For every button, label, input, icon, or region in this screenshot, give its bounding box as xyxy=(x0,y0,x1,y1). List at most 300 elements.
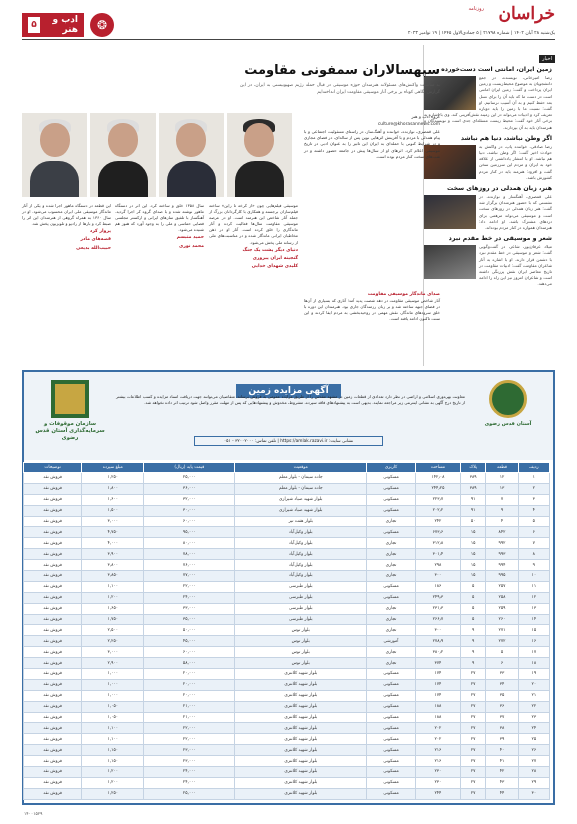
news-title: شعر و موسیقی در خط مقدم نبرد xyxy=(448,235,552,243)
table-cell: فروش نقد xyxy=(24,592,82,603)
table-cell: فروش نقد xyxy=(24,788,82,799)
table-cell: ۹ xyxy=(460,625,485,636)
table-cell: مسکونی xyxy=(367,669,416,680)
table-cell: ۱۷۴ xyxy=(415,669,460,680)
table-cell: ۲۷ xyxy=(460,701,485,712)
table-cell: ۵۸,۰۰۰ xyxy=(144,658,235,669)
table-cell: ۳۷ xyxy=(486,712,518,723)
table-cell: ۹ xyxy=(486,505,518,516)
table-cell: بلوار طبرسی xyxy=(235,592,367,603)
table-cell: ۱۸۸ xyxy=(415,712,460,723)
table-cell: ۱,۰۵۰ xyxy=(82,701,144,712)
table-cell: تجاری xyxy=(367,625,416,636)
table-row xyxy=(24,723,550,734)
table-column-header: ردیف xyxy=(518,463,549,473)
table-cell: ۲۹ xyxy=(518,777,549,788)
table-cell: فروش نقد xyxy=(24,690,82,701)
table-cell: ۲۹۸ xyxy=(415,560,460,571)
article-column xyxy=(209,203,298,270)
table-cell: مسکونی xyxy=(367,701,416,712)
table-cell: مسکونی xyxy=(367,777,416,788)
table-cell: ۸۰,۰۰۰ xyxy=(144,538,235,549)
table-cell: ۲۷۸٫۹ xyxy=(415,636,460,647)
table-cell: بلوار شهید کلانتری xyxy=(235,777,367,788)
table-cell: ۴,۰۰۰ xyxy=(82,538,144,549)
news-item xyxy=(424,64,555,133)
table-cell: ۱,۱۰۰ xyxy=(82,723,144,734)
table-cell: ۲۰,۰۰۰ xyxy=(144,690,235,701)
table-row xyxy=(24,712,550,723)
table-cell: ۱,۸۰۰ xyxy=(82,483,144,494)
auction-table xyxy=(23,462,550,800)
table-cell: ۱۵ xyxy=(460,560,485,571)
table-cell: ۲۷ xyxy=(460,679,485,690)
table-row xyxy=(24,658,550,669)
table-cell: ۶۰,۰۰۰ xyxy=(144,647,235,658)
table-cell: ۵ xyxy=(518,516,549,527)
table-cell: فروش نقد xyxy=(24,527,82,538)
table-cell: مسکونی xyxy=(367,788,416,799)
table-cell: فروش نقد xyxy=(24,723,82,734)
section-tab xyxy=(22,13,84,37)
table-cell: ۲۰۲ xyxy=(415,723,460,734)
table-cell: ۲۴,۰۰۰ xyxy=(144,592,235,603)
table-row xyxy=(24,647,550,658)
newspaper-brand: خراسان xyxy=(498,4,555,24)
land-auction-ad xyxy=(22,370,555,817)
table-cell: ۲۵,۰۰۰ xyxy=(144,473,235,484)
table-cell: تجاری xyxy=(367,560,416,571)
shrine-logo-icon xyxy=(489,380,527,418)
ad-header xyxy=(24,372,553,460)
byline-author: گروه ادب و هنر xyxy=(411,115,440,120)
table-cell: ۲۳,۰۰۰ xyxy=(144,745,235,756)
table-cell: ۲۷ xyxy=(460,723,485,734)
table-cell: ۱,۰۰۰ xyxy=(82,690,144,701)
table-cell: مسکونی xyxy=(367,494,416,505)
news-item xyxy=(424,233,555,289)
table-cell: ۱۷ xyxy=(518,647,549,658)
table-cell: ۳۸۰٫۲ xyxy=(415,647,460,658)
table-cell: ۳۰۰ xyxy=(415,625,460,636)
article-subhead: حمید متبسم xyxy=(176,235,204,241)
table-cell: ۱۵ xyxy=(460,549,485,560)
table-cell: ۱۹ xyxy=(518,669,549,680)
org-emblem-left xyxy=(30,380,110,442)
table-cell: ۳۰,۰۰۰ xyxy=(144,505,235,516)
table-cell: فروش نقد xyxy=(24,767,82,778)
table-cell: مسکونی xyxy=(367,592,416,603)
news-body: علی قمصری، آهنگساز و نوازنده، در نشستی که با حضور هنرمندان برگزار شد گفت: هنر زبان همدلی در روزهای سخت است و موسیقی می‌تواند مرهمی برای دردهای مشترک باشد. او ادامه داد: هنرمندان همواره در کنار مردم بوده‌اند. xyxy=(479,194,552,231)
table-row xyxy=(24,505,550,516)
table-cell: ۲۶ xyxy=(518,745,549,756)
byline xyxy=(304,115,440,129)
table-cell: ۲۲ xyxy=(518,701,549,712)
table-cell: فروش نقد xyxy=(24,473,82,484)
table-cell: ۱۴ xyxy=(518,614,549,625)
table-cell: ۳,۰۰۰ xyxy=(82,516,144,527)
table-column-header: توضیحات xyxy=(24,463,82,473)
table-cell: ۳۰۱٫۴ xyxy=(415,549,460,560)
news-title: اگر وطن نباشد، دنیا هم نباشد xyxy=(460,134,552,142)
ad-code: ۱۴۰۰۱۵۲۹ xyxy=(24,812,43,817)
table-cell: فروش نقد xyxy=(24,647,82,658)
table-cell: تجاری xyxy=(367,614,416,625)
table-cell: بلوار شهید کلانتری xyxy=(235,756,367,767)
news-title: زمین ایران، امانتی است دست‌خورده xyxy=(441,66,552,73)
table-cell: ۳۴ xyxy=(486,679,518,690)
section-logo-icon: ❂ xyxy=(90,13,114,37)
table-cell: فروش نقد xyxy=(24,571,82,582)
table-cell: ۶ xyxy=(486,658,518,669)
table-cell: ۳۲,۰۰۰ xyxy=(144,494,235,505)
table-cell: ۹ xyxy=(460,658,485,669)
table-cell: بلوار توس xyxy=(235,647,367,658)
table-row xyxy=(24,527,550,538)
table-cell: ۱۵ xyxy=(460,527,485,538)
table-cell: فروش نقد xyxy=(24,614,82,625)
table-cell: ۹۱ xyxy=(460,494,485,505)
table-cell: مسکونی xyxy=(367,505,416,516)
article-intro: علی قمصری، نوازنده، خواننده و آهنگ‌ساز، در راستای مسئولیت اجتماعی و با پیام همدلی با مردم و با آفرینش اثرهایی نوین پس از ساله‌ای، در فضای مجازی و در شرایط کنونی با حمله‌ای به ایران این تاثیر را به عنوان ادبی در تاریخ موسیقی اعلام کرد. اثرهای او از سال‌ها پیش در جامعه حضور داشته و در شب‌های سخت کنار مردم بوده است. xyxy=(304,129,440,159)
musician-portraits xyxy=(22,113,292,197)
news-body: رضا امیرخانی، نویسنده، در جمع دانشجویان به موضوع محیط‌زیست و زمین ایران پرداخت و گفت: زمین ایران امانتی است در دست ما که باید آن را برای نسل بعد حفظ کنیم و به آن آسیب نرسانیم. او گفت: نسبت ما با زمین را باید دوباره تعریف کرد و ادبیات می‌تواند در این زمینه نقش‌آفرینی کند. وی با اشاره به برخی آثار خود گفت: محیط زیست مسئله‌ای جدی است و نویسندگان و هنرمندان باید به آن بپردازند. xyxy=(424,75,552,130)
table-cell: ۲۵,۰۰۰ xyxy=(144,788,235,799)
table-cell: ۲۰۲ xyxy=(415,734,460,745)
table-cell: ۷ xyxy=(518,538,549,549)
table-cell: ۱۲ xyxy=(486,473,518,484)
table-cell: بلوار شهید کلانتری xyxy=(235,734,367,745)
sidebar-label: اخبار xyxy=(539,55,555,63)
table-cell: ۲۴۴٫۲۵ xyxy=(415,483,460,494)
article-column xyxy=(22,203,111,252)
foundation-logo-icon xyxy=(51,380,89,418)
table-header-row xyxy=(24,463,550,473)
table-cell: ۱۶ xyxy=(518,636,549,647)
table-cell: فروش نقد xyxy=(24,505,82,516)
table-cell: ۲۷ xyxy=(460,767,485,778)
table-cell: بلوار شهید کلانتری xyxy=(235,788,367,799)
table-cell: جاده سیمان - بلوار معلم xyxy=(235,483,367,494)
section-name: ادب و هنر xyxy=(52,15,78,35)
table-row xyxy=(24,745,550,756)
table-cell: ۲۲,۰۰۰ xyxy=(144,581,235,592)
table-cell: ۲۱ xyxy=(518,690,549,701)
table-cell: ۲۳ xyxy=(518,712,549,723)
article-subhead: پرواز کرد xyxy=(89,229,111,235)
table-cell: ۲۱,۰۰۰ xyxy=(144,712,235,723)
table-cell: فروش نقد xyxy=(24,745,82,756)
table-cell: ۱۵ xyxy=(460,538,485,549)
table-cell: ۳۵ xyxy=(486,690,518,701)
table-row xyxy=(24,701,550,712)
table-cell: تجاری xyxy=(367,549,416,560)
table-cell: بلوار شهید کلانتری xyxy=(235,669,367,680)
date-line: یک‌شنبه ۲۸ آبان ۱۴۰۲ | شماره ۲۱۷۹۸ | ۵ جمادی‌الاول ۱۴۴۵ | ۱۹ نوامبر ۲۰۲۳ xyxy=(407,31,555,36)
table-row xyxy=(24,756,550,767)
table-row xyxy=(24,614,550,625)
article-column xyxy=(115,203,204,250)
table-cell: ۱,۱۵۰ xyxy=(82,745,144,756)
table-cell: ۹ xyxy=(518,560,549,571)
table-cell: ۱,۱۵۰ xyxy=(82,756,144,767)
table-cell: فروش نقد xyxy=(24,777,82,788)
table-cell: ۲۲,۰۰۰ xyxy=(144,734,235,745)
table-cell: ۲۴۴ xyxy=(415,788,460,799)
table-cell: ۲۵۸ xyxy=(486,592,518,603)
table-column-header: قطعه xyxy=(486,463,518,473)
table-cell: ۱,۵۰۰ xyxy=(82,505,144,516)
table-cell: ۳۳,۰۰۰ xyxy=(144,603,235,614)
table-cell: بلوار توس xyxy=(235,636,367,647)
table-cell: ۲۳۰ xyxy=(415,767,460,778)
table-cell: ۹۹۴ xyxy=(486,560,518,571)
table-cell: فروش نقد xyxy=(24,483,82,494)
table-cell: ۲,۲۵۰ xyxy=(82,636,144,647)
table-cell: فروش نقد xyxy=(24,538,82,549)
table-cell: بلوار شهید کلانتری xyxy=(235,712,367,723)
table-cell: بلوار توس xyxy=(235,658,367,669)
table-cell: فروش نقد xyxy=(24,679,82,690)
table-cell: مسکونی xyxy=(367,734,416,745)
news-body: میلاد عرفان‌پور، شاعر، در گفت‌وگویی گفت: شعر و موسیقی در خط مقدم نبرد با دشمن قرار دارند. او با اشاره به آثار شاعران مقاومت گفت: ادبیات مقاومت در تاریخ معاصر ایران نقش پررنگی داشته است و شاعران امروز نیز این راه را ادامه می‌دهند. xyxy=(479,244,552,287)
table-cell: بلوار وکیل‌آباد xyxy=(235,560,367,571)
table-row xyxy=(24,669,550,680)
table-cell: ۳۳ xyxy=(486,669,518,680)
table-cell: ۲۱,۰۰۰ xyxy=(144,701,235,712)
table-cell: ۹۵,۰۰۰ xyxy=(144,527,235,538)
table-cell: بلوار طبرسی xyxy=(235,581,367,592)
table-row xyxy=(24,592,550,603)
table-cell: مسکونی xyxy=(367,473,416,484)
table-cell: مسکونی xyxy=(367,712,416,723)
table-cell: مسکونی xyxy=(367,745,416,756)
table-row xyxy=(24,516,550,527)
news-item xyxy=(424,183,555,233)
table-cell: ۲۵۹ xyxy=(486,603,518,614)
table-cell: ۶۷۳٫۶ xyxy=(415,527,460,538)
ad-contact[interactable]: نشانی سایت: https://amlak.razavi.ir | تلفن تماس: ۳۲۰۰۲۰۰۰ - ۰۵۱ xyxy=(194,436,383,446)
table-cell: ۴ xyxy=(518,505,549,516)
table-cell: مسکونی xyxy=(367,723,416,734)
table-cell: بلوار شهید کلانتری xyxy=(235,745,367,756)
table-cell: ۲۷ xyxy=(460,669,485,680)
table-cell: ۵ xyxy=(460,581,485,592)
article-subhead: دنیای دیگر پشت یک جنگ xyxy=(242,247,298,253)
article-subhead: کلیدی شهدای خدایی xyxy=(251,263,298,269)
table-cell: ۵ xyxy=(460,614,485,625)
table-cell: ۵ xyxy=(460,592,485,603)
table-cell: ۲۰۲٫۲ xyxy=(415,505,460,516)
table-cell: ۱۵ xyxy=(518,625,549,636)
table-cell: ۳۰ xyxy=(518,788,549,799)
table-cell: ۱,۲۵۰ xyxy=(82,473,144,484)
table-row xyxy=(24,571,550,582)
table-cell: ۹۹۵ xyxy=(486,571,518,582)
table-row xyxy=(24,636,550,647)
table-cell: ۲۳۱٫۳ xyxy=(415,603,460,614)
table-cell: بلوار وکیل‌آباد xyxy=(235,571,367,582)
org-emblem-right xyxy=(469,380,547,427)
table-row xyxy=(24,549,550,560)
table-row xyxy=(24,483,550,494)
table-cell: تجاری xyxy=(367,603,416,614)
table-cell: مسکونی xyxy=(367,581,416,592)
table-cell: ۷۷,۰۰۰ xyxy=(144,571,235,582)
table-cell: ۷ xyxy=(486,494,518,505)
table-cell: ۹۹۲ xyxy=(486,538,518,549)
table-cell: ۳,۹۰۰ xyxy=(82,549,144,560)
table-cell: ۳۹ xyxy=(486,734,518,745)
feature-article xyxy=(22,45,440,366)
table-cell: مسکونی xyxy=(367,527,416,538)
table-cell: ۳,۸۵۰ xyxy=(82,571,144,582)
table-cell: ۵ xyxy=(486,647,518,658)
table-cell: ۴۵,۰۰۰ xyxy=(144,636,235,647)
table-cell: بلوار طبرسی xyxy=(235,603,367,614)
table-cell: بلوار توس xyxy=(235,625,367,636)
musician-portrait xyxy=(22,113,87,197)
page-number: ۵ xyxy=(28,17,40,33)
org-name-left: سازمان موقوفات و سرمایه‌گذاری آستان قدس رضوی xyxy=(35,421,105,441)
table-cell: تجاری xyxy=(367,658,416,669)
table-cell: ۹ xyxy=(460,636,485,647)
table-cell: ۵۰,۰۰۰ xyxy=(144,625,235,636)
musician-portrait xyxy=(159,113,224,197)
table-cell: ۱۴۲٫۰۸ xyxy=(415,473,460,484)
table-cell: ۸۴۲ xyxy=(486,527,518,538)
musician-portrait xyxy=(90,113,155,197)
table-row xyxy=(24,767,550,778)
table-cell: تجاری xyxy=(367,647,416,658)
table-cell: فروش نقد xyxy=(24,636,82,647)
musician-portrait xyxy=(227,113,292,197)
table-cell: ۱۱ xyxy=(518,581,549,592)
table-cell: ۲۷ xyxy=(460,734,485,745)
table-column-header: مساحت xyxy=(415,463,460,473)
table-cell: ۹۱ xyxy=(460,505,485,516)
table-row xyxy=(24,679,550,690)
table-row xyxy=(24,538,550,549)
table-cell: آموزشی xyxy=(367,636,416,647)
column-text: موسیقی فیلم‌هایی چون «از کرخه تا راین» ساخته فیلم‌سازان برجسته و همکاری با کارگردانان بزرگ از جمله آثار شاخص این هنرمند است. او در عرصه موسیقی مقاومت سال‌ها فعالیت کرده و آثار ماندگاری را خلق کرده است. آثار او در ذهن مخاطبان ایرانی ماندگار شده و در مناسبت‌های ملی از رسانه ملی پخش می‌شود. xyxy=(209,203,298,245)
table-cell: فروش نقد xyxy=(24,712,82,723)
table-cell: ۲۷ xyxy=(518,756,549,767)
table-cell: ۲,۵۰۰ xyxy=(82,625,144,636)
table-cell: ۲۳۰ xyxy=(415,777,460,788)
table-cell: مسکونی xyxy=(367,483,416,494)
table-cell: ۱,۰۵۰ xyxy=(82,712,144,723)
article-subhead: محمد نوری xyxy=(179,243,204,249)
table-cell: ۷۶,۰۰۰ xyxy=(144,560,235,571)
table-cell: ۹ xyxy=(460,647,485,658)
table-cell: ۸ xyxy=(518,549,549,560)
table-cell: ۲۴۹٫۳ xyxy=(415,592,460,603)
table-cell: ۵۰ xyxy=(460,516,485,527)
table-row xyxy=(24,603,550,614)
table-cell: ۲۷ xyxy=(460,777,485,788)
table-row xyxy=(24,788,550,799)
table-cell: ۱۸ xyxy=(518,658,549,669)
table-column-header: مبلغ سپرده xyxy=(82,463,144,473)
table-row xyxy=(24,473,550,484)
brand-subtitle: روزنامه xyxy=(468,6,484,12)
byline-email[interactable]: culture@khorasannews.com xyxy=(377,122,440,127)
table-cell: ۴ xyxy=(486,516,518,527)
table-cell: فروش نقد xyxy=(24,560,82,571)
table-row xyxy=(24,494,550,505)
column-text: سال ۱۳۵۸ خلق و ساخته کرد. این اثر در دستگاه ماهور نوشته شده و با صدای گروه کر اجرا گردید. آهنگساز با تلفیق سازهای ایرانی و ارکستر مجلسی فضایی حماسی و ملی را به وجود آورد که هنوز هم شنیده می‌شود. xyxy=(115,203,204,233)
table-cell: ۲۷ xyxy=(460,745,485,756)
table-row xyxy=(24,581,550,592)
table-cell: ۶ xyxy=(518,527,549,538)
table-cell: ۲۲,۰۰۰ xyxy=(144,723,235,734)
table-cell: ۱,۲۵۰ xyxy=(82,788,144,799)
ad-text: معاونت بهره‌وری اسلامی و اراضی در نظر دارد تعدادی از قطعات زمین در مشهد مقدس را از طریق مزایده عمومی به فروش برساند. متقاضیان می‌توانند جهت دریافت اسناد مزایده و کسب اطلاعات بیشتر از تاریخ درج آگهی به نشانی اینترنتی زیر مراجعه نمایند. بدیهی است به پیشنهادهای فاقد سپرده، مشروط، مخدوش و پیشنهادهایی که پس از مهلت مقرر واصل شود ترتیب اثر داده نخواهد شد. xyxy=(116,394,465,406)
table-cell: ۱,۶۵۰ xyxy=(82,603,144,614)
table-cell: ۳۸۹ xyxy=(460,473,485,484)
table-cell: بلوار طبرسی xyxy=(235,614,367,625)
table-cell: تجاری xyxy=(367,516,416,527)
table-cell: ۲۴ xyxy=(518,723,549,734)
table-cell: ۲۷ xyxy=(460,788,485,799)
table-cell: فروش نقد xyxy=(24,581,82,592)
table-cell: ۲,۹۰۰ xyxy=(82,658,144,669)
table-cell: ۱,۶۰۰ xyxy=(82,494,144,505)
table-row xyxy=(24,560,550,571)
table-cell: جاده سیمان - بلوار معلم xyxy=(235,473,367,484)
table-cell: ۲۰,۰۰۰ xyxy=(144,679,235,690)
table-cell: ۳۵,۰۰۰ xyxy=(144,614,235,625)
table-cell: ۳۷۴ xyxy=(415,658,460,669)
table-cell: ۳,۰۰۰ xyxy=(82,647,144,658)
table-cell: فروش نقد xyxy=(24,669,82,680)
table-cell: مسکونی xyxy=(367,690,416,701)
table-cell: ۳۱۲٫۸ xyxy=(415,538,460,549)
table-column-header: پلاک xyxy=(460,463,485,473)
table-cell: بلوار شهید کلانتری xyxy=(235,701,367,712)
table-cell: ۲۷ xyxy=(460,690,485,701)
table-cell: فروش نقد xyxy=(24,734,82,745)
news-title: هنر، زبان همدلی در روزهای سخت xyxy=(447,185,552,193)
article-subhead: قصه‌های مادر xyxy=(80,237,111,243)
table-cell: ۴۴ xyxy=(486,788,518,799)
table-cell: بلوار وکیل‌آباد xyxy=(235,527,367,538)
table-cell: بلوار شهید کلانتری xyxy=(235,767,367,778)
table-cell: ۲۰ xyxy=(518,679,549,690)
table-cell: ۳۶,۰۰۰ xyxy=(144,483,235,494)
table-cell: ۷۸,۰۰۰ xyxy=(144,549,235,560)
table-cell: ۱۲ xyxy=(518,592,549,603)
table-cell: ۲۱۶ xyxy=(415,745,460,756)
article-headline: سپهسالاران سمفونی مقاومت xyxy=(244,63,440,78)
table-column-header: موقعیت xyxy=(235,463,367,473)
table-cell: ۲۰,۰۰۰ xyxy=(144,669,235,680)
table-cell: ۴,۷۵۰ xyxy=(82,527,144,538)
table-cell: ۱۰ xyxy=(518,571,549,582)
table-cell: ۱۸۶ xyxy=(415,581,460,592)
table-cell: بلوار شهید کلانتری xyxy=(235,723,367,734)
table-cell: ۳,۸۰۰ xyxy=(82,560,144,571)
table-cell: ۲۸ xyxy=(518,767,549,778)
table-cell: ۲۷ xyxy=(460,756,485,767)
table-cell: ۳ xyxy=(518,494,549,505)
table-cell: ۱,۲۰۰ xyxy=(82,592,144,603)
org-name-right: آستان قدس رضوی xyxy=(484,421,532,427)
news-body: رضا صادقی، خواننده پاپ، در واکنش به حوادث اخیر گفت: اگر وطن نباشد، دنیا هم نباشد. او با انتشار یادداشتی از علاقه خود به ایران و مردم این سرزمین سخن گفت و افزود: هنرمند باید در کنار مردم کشورش باشد. xyxy=(479,143,552,180)
table-cell: ۲۵ xyxy=(518,734,549,745)
table-cell: بلوار شهید کلانتری xyxy=(235,679,367,690)
